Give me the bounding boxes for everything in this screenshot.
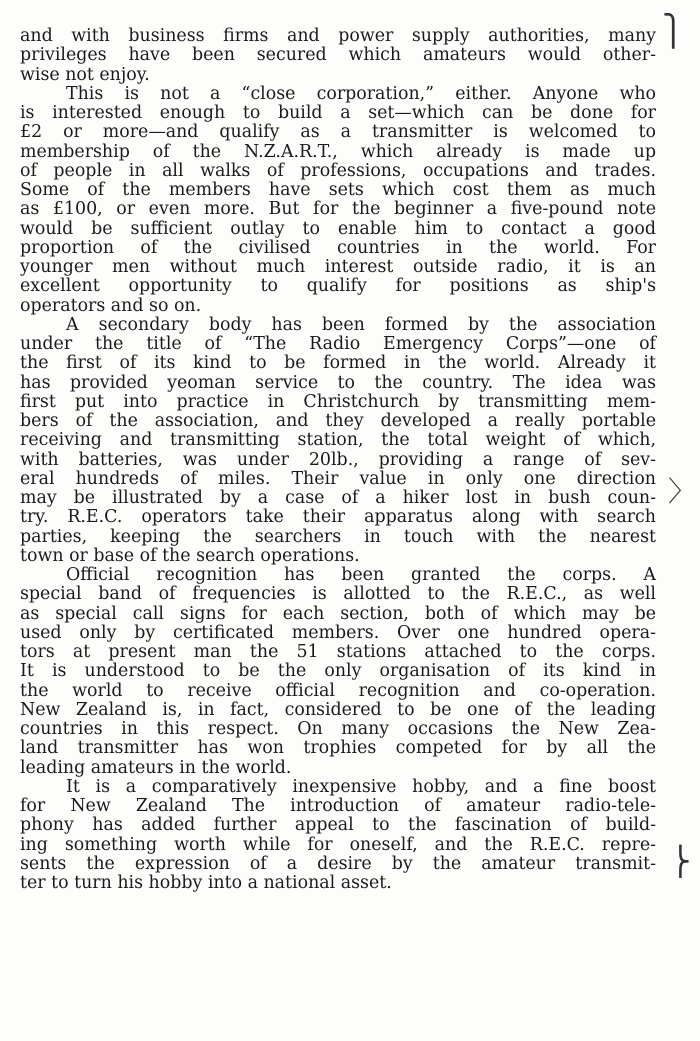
text-line: It is understood to be the only organisation of its kind in xyxy=(20,661,656,682)
text-line: try. R.E.C. operators take their apparatus along with search xyxy=(20,507,656,528)
text-line: eral hundreds of miles. Their value in only one direction xyxy=(20,468,656,489)
text-line: has provided yeoman service to the country. The idea was xyxy=(20,372,656,393)
article-paragraph xyxy=(20,778,656,894)
margin-bracket-mark: ⎫ xyxy=(662,14,685,49)
text-line: sents the expression of a desire by the amateur transmit- xyxy=(20,853,656,874)
text-line: as £100, or even more. But for the beginner a five-pound note xyxy=(20,199,656,220)
text-line: town or base of the search operations. xyxy=(20,545,360,566)
text-line: of people in all walks of professions, occupations and trades. xyxy=(20,160,656,181)
text-line: the world to receive official recognition and co-operation. xyxy=(20,680,656,701)
text-line: as special call signs for each section, both of which may be xyxy=(20,603,656,624)
text-line: wise not enjoy. xyxy=(20,64,150,85)
margin-bracket-mark: 〉 xyxy=(668,475,697,508)
text-line: bers of the association, and they developed a really portable xyxy=(20,411,656,431)
text-line: ter to turn his hobby into a national asset. xyxy=(20,873,392,893)
text-line: New Zealand is, in fact, considered to be one of the leading xyxy=(20,699,656,720)
text-line: special band of frequencies is allotted to the R.E.C., as well xyxy=(20,584,656,605)
article-column xyxy=(20,27,656,893)
text-line: younger men without much interest outside radio, it is an xyxy=(20,257,656,277)
text-line: leading amateurs in the world. xyxy=(20,757,292,778)
text-line: land transmitter has won trophies competed for by all the xyxy=(20,738,656,759)
text-line: for New Zealand The introduction of amateur radio-tele- xyxy=(20,796,656,816)
article-paragraph xyxy=(20,566,656,778)
text-line: £2 or more—and qualify as a transmitter is welcomed to xyxy=(20,122,656,143)
text-line: privileges have been secured which amateurs would other- xyxy=(20,45,656,66)
text-line: Official recognition has been granted the corps. A xyxy=(66,565,656,585)
text-line: Some of the members have sets which cost them as much xyxy=(20,180,656,200)
text-line: parties, keeping the searchers in touch with the nearest xyxy=(20,526,656,547)
article-paragraph xyxy=(20,85,656,316)
text-line: A secondary body has been formed by the association xyxy=(66,314,656,335)
text-line: tors at present man the 51 stations attached to the corps. xyxy=(20,642,656,662)
text-line: ing something worth while for oneself, and the R.E.C. repre- xyxy=(20,834,656,855)
text-line: excellent opportunity to qualify for positions as ship's xyxy=(20,276,656,297)
text-line: phony has added further appeal to the fascination of build- xyxy=(20,815,656,836)
article-paragraph xyxy=(20,27,656,85)
text-line: with batteries, was under 20lb., providing a range of sev- xyxy=(20,449,656,470)
text-line: would be sufficient outlay to enable him to contact a good xyxy=(20,218,656,239)
article-paragraph xyxy=(20,316,656,566)
text-line: is interested enough to build a set—which can be done for xyxy=(20,103,656,123)
text-line: may be illustrated by a case of a hiker lost in bush coun- xyxy=(20,488,656,508)
text-line: first put into practice in Christchurch by transmitting mem- xyxy=(20,391,656,412)
text-line: receiving and transmitting station, the total weight of which, xyxy=(20,430,656,451)
text-line: and with business firms and power supply authorities, many xyxy=(20,26,656,46)
text-line: This is not a “close corporation,” either. Anyone who xyxy=(66,83,656,104)
text-line: the first of its kind to be formed in the world. Already it xyxy=(20,353,656,374)
text-line: membership of the N.Z.A.R.T., which already is made up xyxy=(20,141,656,162)
text-line: operators and so on. xyxy=(20,295,202,316)
text-line: used only by certificated members. Over one hundred opera- xyxy=(20,622,656,643)
margin-bracket-mark: ⎬ xyxy=(670,845,691,878)
text-line: countries in this respect. On many occasions the New Zea- xyxy=(20,719,656,739)
text-line: It is a comparatively inexpensive hobby, and a fine boost xyxy=(66,776,656,797)
text-line: proportion of the civilised countries in the world. For xyxy=(20,237,656,258)
text-line: under the title of “The Radio Emergency Corps”—one of xyxy=(20,334,656,354)
